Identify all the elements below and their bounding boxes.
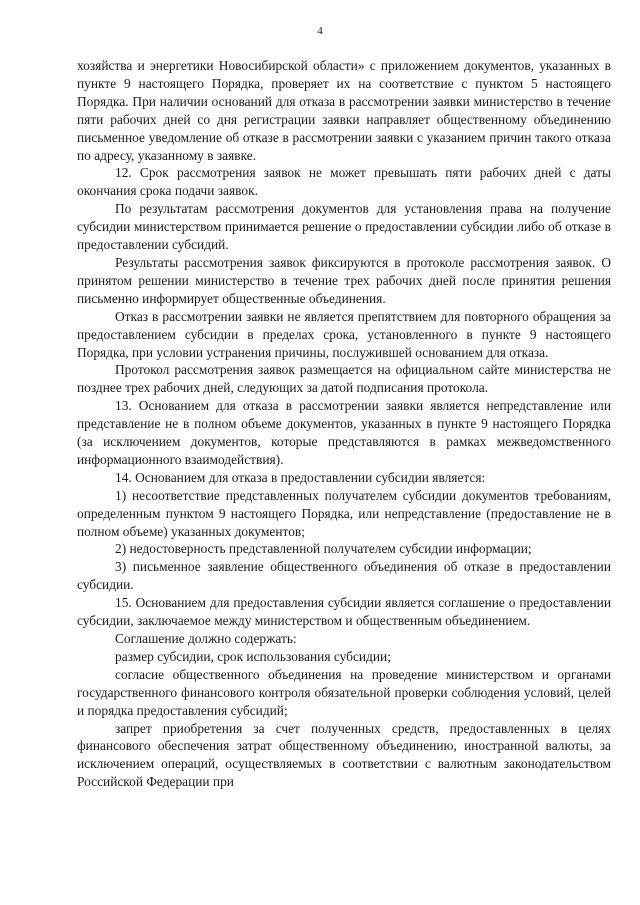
paragraph: Соглашение должно содержать: xyxy=(115,631,297,646)
list-item: запрет приобретения за счет полученных средств, предоставленных в целях финансового обеспечения затрат общественному объединению, иностранной валюты, за исключением операций, осуществляемых в соответствии с валютным законодательством Российской Федерации при xyxy=(77,720,611,790)
document-body xyxy=(77,57,611,791)
paragraph-continuation: хозяйства и энергетики Новосибирской области» с приложением документов, указанных в пункте 9 настоящего Порядка, проверяет их на соответствие с пунктом 5 настоящего Порядка. При наличии оснований для отказа в рассмотрении заявки министерство в течение пяти рабочих дней со дня регистрации заявки направляет общественному объединению письменное уведомление об отказе в рассмотрении заявки с указанием причин такого отказа по адресу, указанному в заявке. xyxy=(77,58,611,163)
list-item: 2) недостоверность представленной получателем субсидии информации; xyxy=(115,541,532,557)
list-item: размер субсидии, срок использования субсидии; xyxy=(115,648,391,664)
paragraph: Отказ в рассмотрении заявки не является препятствием для повторного обращения за предоставлением субсидии в пределах срока, установленного в пункте 9 настоящего Порядка, при условии устранения причины, послужившей основанием для отказа. xyxy=(77,308,611,360)
page-number: 4 xyxy=(317,25,323,37)
list-item: согласие общественного объединения на проведение министерством и органами государственного финансового контроля обязательной проверки соблюдения условий, целей и порядка предоставления субсидий; xyxy=(77,666,611,718)
paragraph: По результатам рассмотрения документов для установления права на получение субсидии министерством принимается решение о предоставлении субсидии либо об отказе в предоставлении субсидий. xyxy=(77,201,611,253)
paragraph-item-13: 13. Основанием для отказа в рассмотрении заявки является непредставление или представление не в полном объеме документов, указанных в пункте 9 настоящего Порядка (за исключением документов, которые представляются в рамках межведомственного информационного взаимодействия). xyxy=(77,398,611,467)
paragraph-item-14: 14. Основанием для отказа в предоставлении субсидии является: xyxy=(115,469,486,485)
list-item: 3) письменное заявление общественного объединения об отказе в предоставлении субсидии. xyxy=(77,559,611,593)
paragraph: Протокол рассмотрения заявок размещается на официальном сайте министерства не позднее трех рабочих дней, следующих за датой подписания протокола. xyxy=(77,362,611,396)
paragraph-item-15: 15. Основанием для предоставления субсидии является соглашение о предоставлении субсидии, заключаемое между министерством и общественным объединением. xyxy=(77,595,611,629)
list-item: 1) несоответствие представленных получателем субсидии документов требованиям, определенным пунктом 9 настоящего Порядка, или непредставление (предоставление не в полном объеме) указанных документов; xyxy=(77,487,611,539)
paragraph: Результаты рассмотрения заявок фиксируются в протоколе рассмотрения заявок. О принятом решении министерство в течение трех рабочих дней после принятия решения письменно информирует общественные объединения. xyxy=(77,254,611,306)
paragraph-item-12: 12. Срок рассмотрения заявок не может превышать пяти рабочих дней с даты окончания срока подачи заявок. xyxy=(77,165,611,199)
